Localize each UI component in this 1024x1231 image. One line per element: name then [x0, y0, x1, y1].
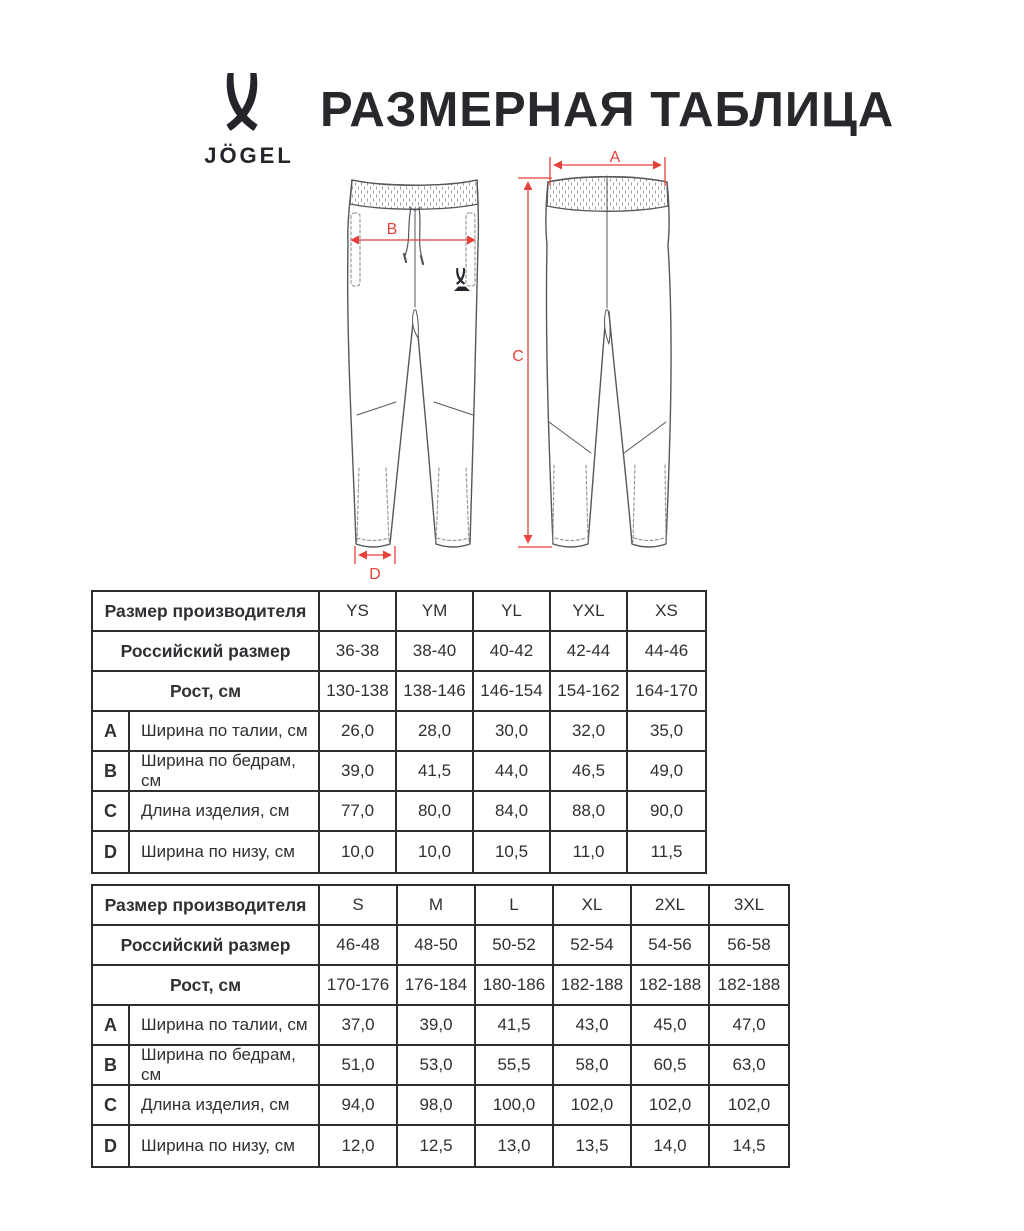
header-cell: 146-154 [474, 672, 551, 710]
measure-cell: 94,0 [320, 1086, 398, 1124]
measure-cell: 60,5 [632, 1046, 710, 1084]
measure-cell: 46,5 [551, 752, 628, 790]
measure-cell: 12,5 [398, 1126, 476, 1166]
header-cell: YS [320, 592, 397, 630]
dim-label-c: C [512, 348, 524, 365]
header-row-label: Российский размер [93, 632, 320, 670]
header-row-label: Рост, см [93, 672, 320, 710]
measure-cell: 13,0 [476, 1126, 554, 1166]
header-cell: 50-52 [476, 926, 554, 964]
measure-cell: 32,0 [551, 712, 628, 750]
header-cell: M [398, 886, 476, 924]
measure-row-key: C [93, 1086, 130, 1124]
measure-cell: 51,0 [320, 1046, 398, 1084]
measure-row-label: Ширина по талии, см [130, 712, 320, 750]
pants-front-view [348, 180, 479, 547]
measure-row-label: Длина изделия, см [130, 1086, 320, 1124]
measure-row-key: D [93, 1126, 130, 1166]
header-cell: 180-186 [476, 966, 554, 1004]
measure-cell: 88,0 [551, 792, 628, 830]
measure-row-label: Ширина по низу, см [130, 832, 320, 872]
measure-cell: 102,0 [554, 1086, 632, 1124]
header-cell: YL [474, 592, 551, 630]
measure-cell: 90,0 [649, 801, 684, 820]
header-row-label: Рост, см [93, 966, 320, 1004]
measure-cell: 12,0 [320, 1126, 398, 1166]
measure-cell: 63,0 [732, 1055, 766, 1074]
measure-cell: 102,0 [727, 1095, 771, 1114]
measure-cell: 80,0 [397, 792, 474, 830]
measure-row-label: Ширина по бедрам, см [130, 1046, 320, 1084]
measure-cell: 14,0 [632, 1126, 710, 1166]
measure-cell: 53,0 [398, 1046, 476, 1084]
header-cell: L [476, 886, 554, 924]
measure-row [93, 712, 705, 752]
measure-cell: 55,5 [476, 1046, 554, 1084]
measure-cell: 43,0 [554, 1006, 632, 1044]
header-cell: 182-188 [632, 966, 710, 1004]
measure-row [93, 792, 705, 832]
measure-cell: 14,5 [732, 1136, 766, 1155]
measure-cell: 26,0 [320, 712, 397, 750]
header-cell: 56-58 [727, 935, 771, 954]
measure-row-key: B [93, 1046, 130, 1084]
measure-cell: 49,0 [649, 761, 684, 780]
header-cell: 182-188 [554, 966, 632, 1004]
brand-logo-icon [219, 73, 265, 135]
measure-cell: 39,0 [398, 1006, 476, 1044]
header-cell: XS [655, 601, 678, 620]
page-title: РАЗМЕРНАЯ ТАБЛИЦА [320, 83, 895, 137]
header-row [93, 966, 788, 1006]
dim-label-d: D [369, 566, 381, 583]
measure-cell: 30,0 [474, 712, 551, 750]
header-cell: 138-146 [397, 672, 474, 710]
measure-row [93, 832, 705, 872]
pants-back-view [546, 176, 671, 547]
measure-cell: 13,5 [554, 1126, 632, 1166]
header-row-label: Российский размер [93, 926, 320, 964]
measure-cell: 102,0 [632, 1086, 710, 1124]
dim-label-b: B [386, 221, 398, 238]
header-cell: 154-162 [551, 672, 628, 710]
measure-cell: 37,0 [320, 1006, 398, 1044]
measure-row-key: D [93, 832, 130, 872]
measure-cell: 84,0 [474, 792, 551, 830]
brand-wordmark: JÖGEL [204, 143, 294, 168]
header-row [93, 672, 705, 712]
measure-cell: 41,5 [476, 1006, 554, 1044]
header-cell: 52-54 [554, 926, 632, 964]
measure-cell: 39,0 [320, 752, 397, 790]
header-cell: 2XL [632, 886, 710, 924]
header-cell: 38-40 [397, 632, 474, 670]
measure-cell: 10,5 [474, 832, 551, 872]
size-table-2 [91, 884, 790, 1168]
measure-row-key: C [93, 792, 130, 830]
size-table-1 [91, 590, 707, 874]
header-cell: YM [397, 592, 474, 630]
measure-row [93, 1126, 788, 1166]
measure-row [93, 752, 705, 792]
header-cell: YXL [551, 592, 628, 630]
measure-cell: 28,0 [397, 712, 474, 750]
measure-row-key: B [93, 752, 130, 790]
header-row-label: Размер производителя [93, 886, 320, 924]
header-cell: 40-42 [474, 632, 551, 670]
header-cell: 54-56 [632, 926, 710, 964]
header-cell: 3XL [733, 895, 765, 914]
header-cell: 46-48 [320, 926, 398, 964]
header-row [93, 886, 788, 926]
measure-cell: 11,5 [650, 842, 683, 861]
measure-row-label: Ширина по бедрам, см [130, 752, 320, 790]
header-row-label: Размер производителя [93, 592, 320, 630]
measure-row-key: A [93, 712, 130, 750]
measure-cell: 41,5 [397, 752, 474, 790]
header-cell: 176-184 [398, 966, 476, 1004]
header-cell: 44-46 [644, 641, 689, 660]
measure-row-key: A [93, 1006, 130, 1044]
measure-cell: 11,0 [551, 832, 628, 872]
measure-cell: 45,0 [632, 1006, 710, 1044]
measure-cell: 10,0 [320, 832, 397, 872]
header-cell: S [320, 886, 398, 924]
measure-row [93, 1006, 788, 1046]
measure-row [93, 1086, 788, 1126]
measure-row-label: Ширина по низу, см [130, 1126, 320, 1166]
measure-cell: 100,0 [476, 1086, 554, 1124]
header-cell: XL [554, 886, 632, 924]
header-row [93, 592, 705, 632]
header-cell: 36-38 [320, 632, 397, 670]
header-cell: 42-44 [551, 632, 628, 670]
measure-cell: 10,0 [397, 832, 474, 872]
measure-row-label: Длина изделия, см [130, 792, 320, 830]
measure-cell: 77,0 [320, 792, 397, 830]
measure-row [93, 1046, 788, 1086]
header-cell: 170-176 [320, 966, 398, 1004]
measure-cell: 98,0 [398, 1086, 476, 1124]
measure-cell: 44,0 [474, 752, 551, 790]
measure-row-label: Ширина по талии, см [130, 1006, 320, 1044]
header-row [93, 632, 705, 672]
header-cell: 182-188 [717, 975, 781, 994]
header-row [93, 926, 788, 966]
header-cell: 164-170 [635, 681, 698, 700]
dim-label-a: A [609, 150, 621, 166]
header-cell: 130-138 [320, 672, 397, 710]
pants-diagram [330, 150, 690, 590]
measure-cell: 47,0 [732, 1015, 766, 1034]
header-cell: 48-50 [398, 926, 476, 964]
measure-cell: 35,0 [649, 721, 684, 740]
measure-cell: 58,0 [554, 1046, 632, 1084]
